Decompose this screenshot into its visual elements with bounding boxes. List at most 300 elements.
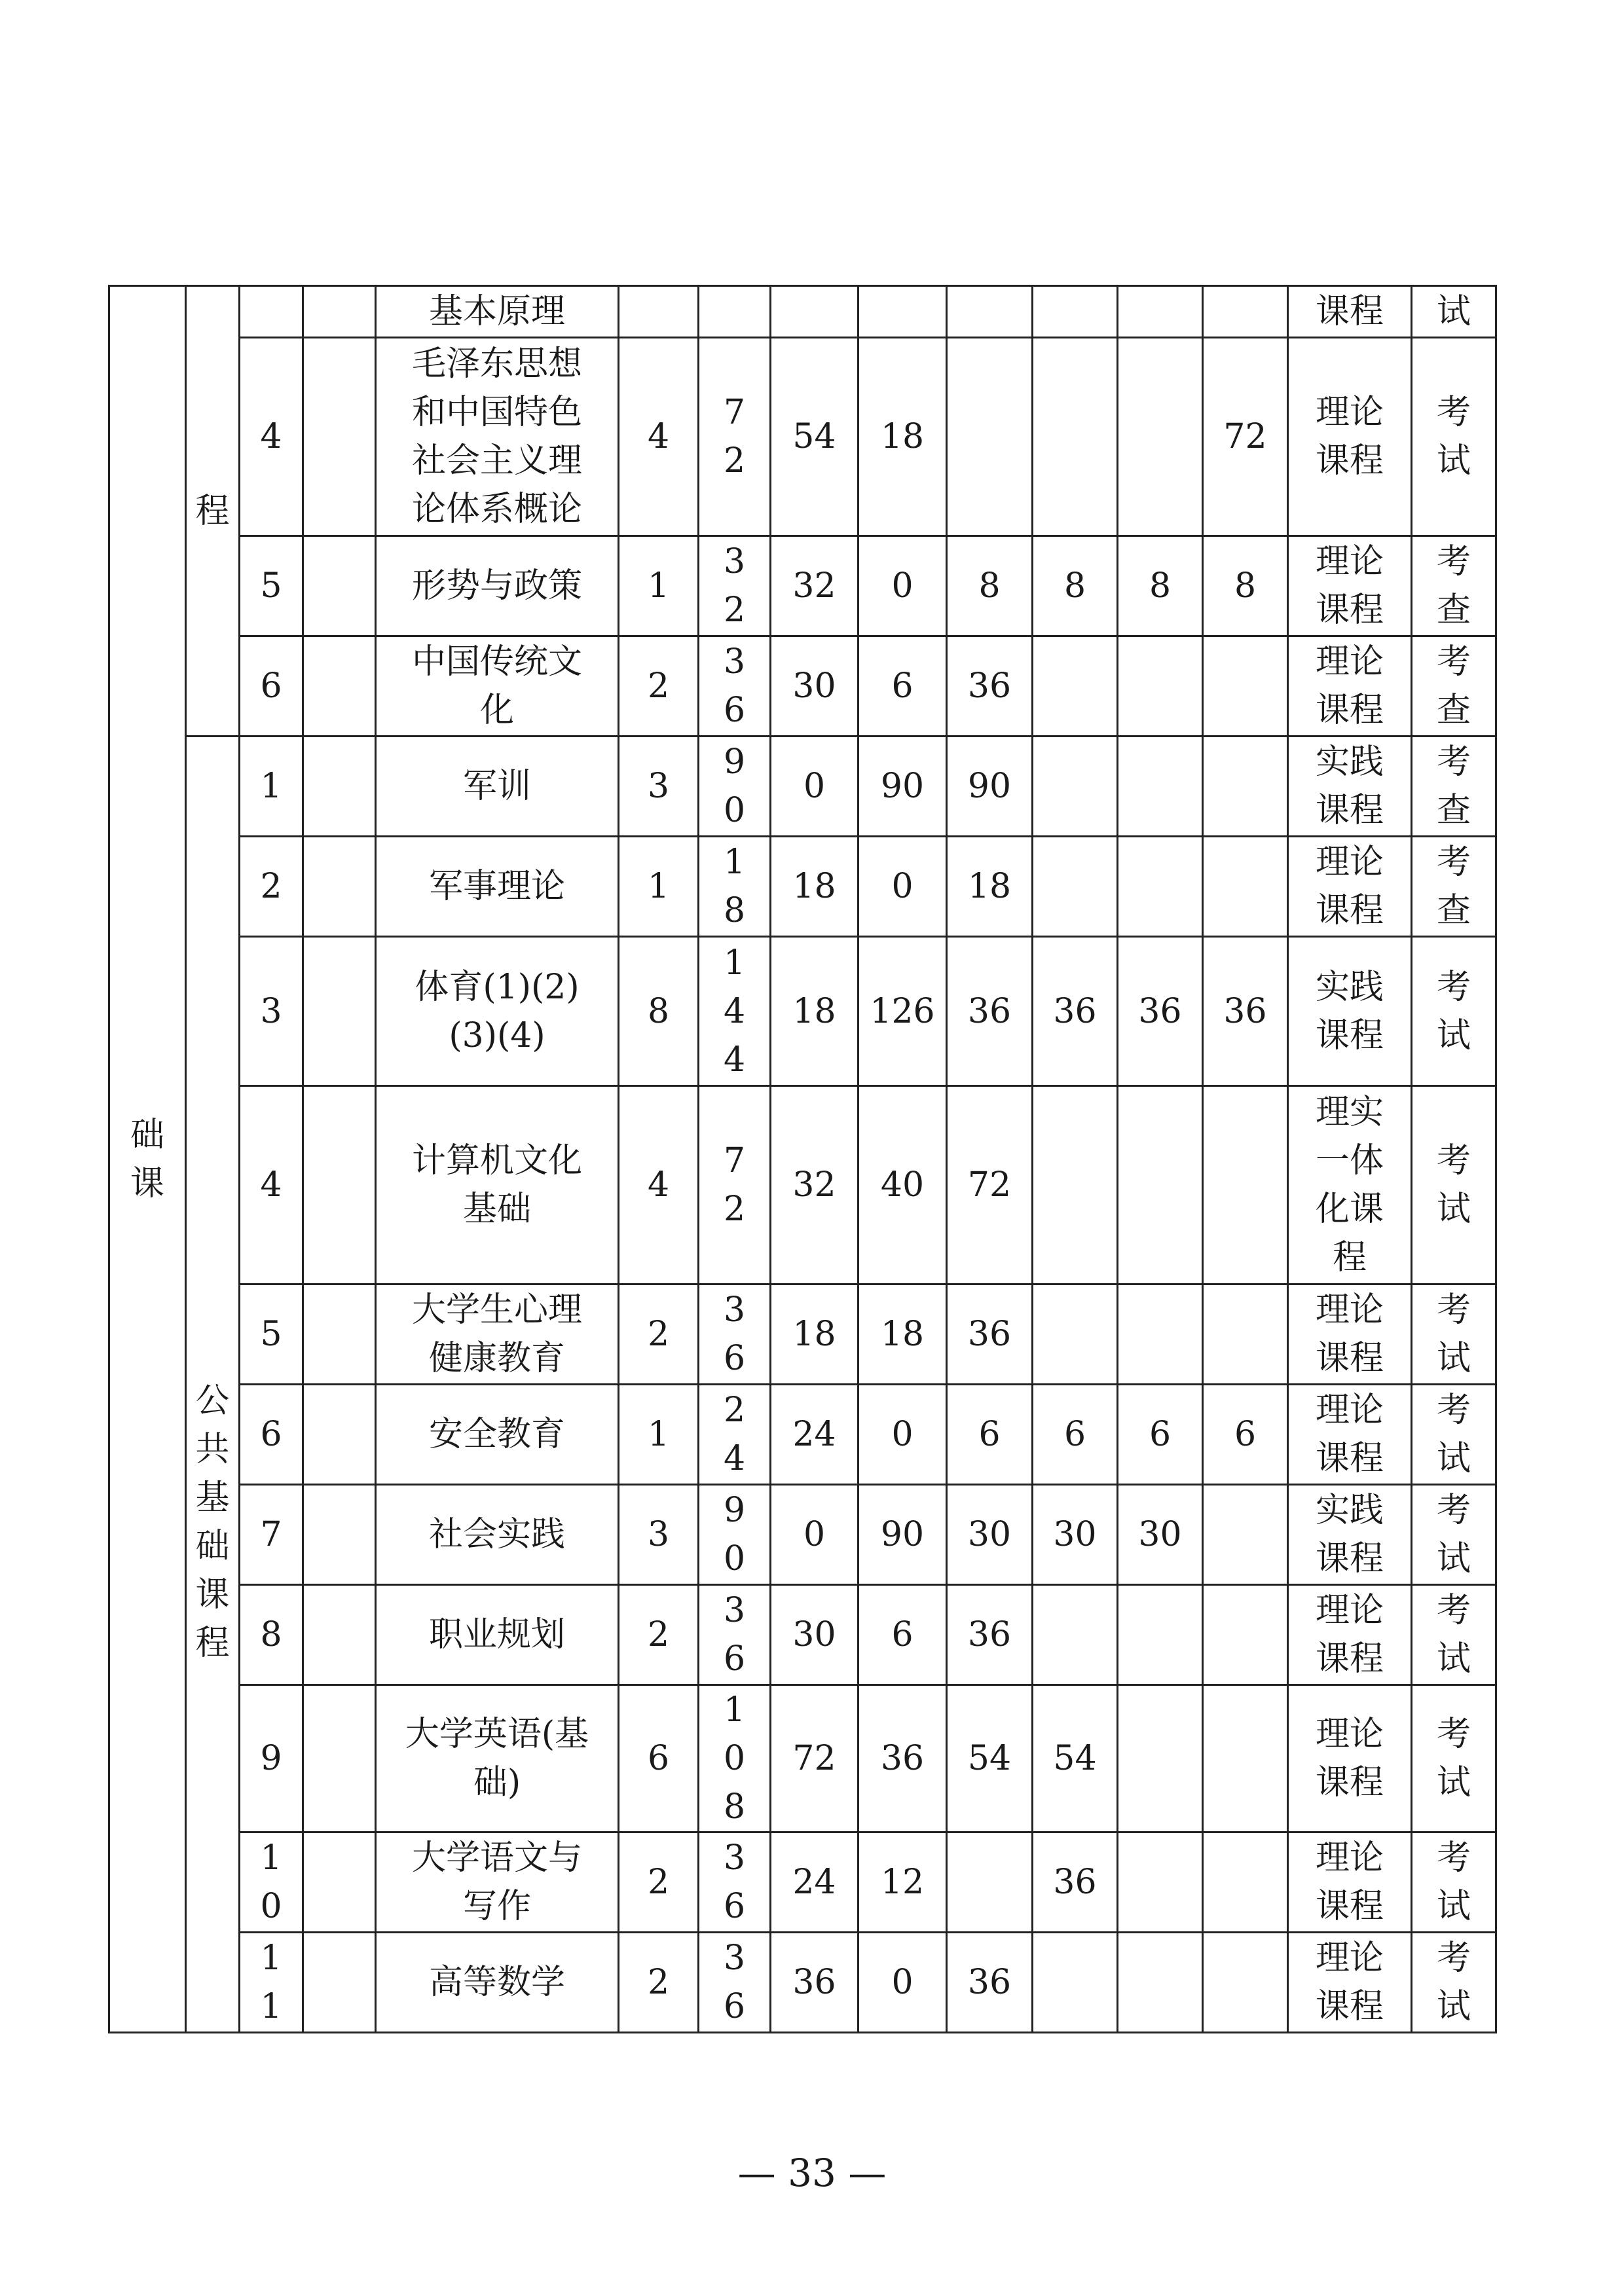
cell-text-exam: 考查 (1436, 742, 1471, 830)
cell-text-practice: 126 (870, 991, 935, 1031)
cell-practice (858, 286, 947, 338)
cell-name (376, 1832, 619, 1933)
cell-text-type: 理论课程 (1315, 1591, 1384, 1679)
cell-text-name: 体育(1)(2)(3)(4) (415, 967, 580, 1055)
cell-text-theory: 24 (792, 1863, 836, 1902)
cell-theory (771, 286, 858, 338)
cell-text-practice: 40 (880, 1165, 925, 1205)
table-row (109, 1385, 1496, 1485)
cell-s4 (1203, 1086, 1288, 1285)
cell-name (376, 737, 619, 837)
cell-credit (619, 1933, 699, 2033)
cell-text-hours: 36 (723, 1939, 746, 2026)
cell-text-no: 4 (260, 417, 282, 456)
cell-s3 (1118, 1285, 1203, 1385)
cell-text-theory: 30 (792, 666, 836, 706)
cell-blank (303, 837, 376, 937)
cell-text-hours: 36 (723, 1591, 746, 1679)
cell-text-theory: 72 (792, 1739, 836, 1778)
cell-text-no: 6 (260, 666, 282, 706)
cell-text-name: 安全教育 (428, 1415, 565, 1454)
cell-text-theory: 36 (792, 1963, 836, 2002)
cell-text-type: 理论课程 (1315, 1391, 1384, 1478)
cell-s3 (1118, 286, 1203, 338)
cell-text-s4: 6 (1234, 1415, 1257, 1454)
cell-text-s3: 8 (1149, 566, 1172, 606)
cell-no (240, 737, 303, 837)
cell-text-exam: 考试 (1436, 1290, 1471, 1378)
cell-theory (771, 937, 858, 1086)
cell-s4 (1203, 1285, 1288, 1385)
cell-text-exam: 考试 (1436, 1391, 1471, 1478)
cell-text-exam: 考试 (1436, 1715, 1471, 1802)
cell-type (1288, 1685, 1412, 1832)
cell-text-exam: 考查 (1436, 843, 1471, 930)
cell-text-exam: 考试 (1436, 1838, 1471, 1926)
cell-text-theory: 32 (792, 1165, 836, 1205)
cell-text-practice: 18 (880, 1315, 925, 1354)
cell-text-credit: 4 (647, 1165, 670, 1205)
cell-text-s1: 18 (967, 867, 1012, 906)
cell-text-name: 毛泽东思想和中国特色社会主义理论体系概论 (411, 344, 582, 529)
cell-type (1288, 536, 1412, 636)
cell-s3 (1118, 1385, 1203, 1485)
cell-theory (771, 536, 858, 636)
cell-text-theory: 32 (792, 566, 836, 606)
cell-theory (771, 1086, 858, 1285)
cell-text-type: 实践课程 (1315, 1491, 1384, 1578)
cell-s3 (1118, 1832, 1203, 1933)
cell-no (240, 636, 303, 737)
cell-text-practice: 36 (880, 1739, 925, 1778)
cell-exam (1412, 286, 1496, 338)
cell-text-type: 理论课程 (1315, 542, 1384, 630)
table-row (109, 1086, 1496, 1285)
cell-text-s1: 54 (967, 1739, 1012, 1778)
cell-s3 (1118, 837, 1203, 937)
cell-text-no: 2 (260, 867, 282, 906)
cell-text-name: 职业规划 (428, 1615, 565, 1654)
cell-s4 (1203, 536, 1288, 636)
cell-text-practice: 0 (891, 1963, 913, 2002)
cell-text-name: 中国传统文化 (411, 642, 582, 730)
cell-no (240, 1285, 303, 1385)
cell-theory (771, 338, 858, 536)
cell-no (240, 1485, 303, 1585)
cell-s2 (1033, 1832, 1118, 1933)
cell-text-name: 大学生心理健康教育 (411, 1290, 582, 1378)
cell-exam (1412, 338, 1496, 536)
cell-text-no: 8 (260, 1615, 282, 1654)
cell-blank (303, 1485, 376, 1585)
cell-text-s2: 6 (1063, 1415, 1086, 1454)
cell-text-no: 10 (260, 1838, 282, 1926)
cell-text-credit: 2 (647, 1963, 670, 2002)
cell-text-exam: 考查 (1436, 542, 1471, 630)
cell-hours (699, 1086, 771, 1285)
cell-name (376, 1485, 619, 1585)
cell-credit (619, 837, 699, 937)
cell-s2 (1033, 1485, 1118, 1585)
cell-name (376, 1385, 619, 1485)
cell-text-s3: 6 (1149, 1415, 1172, 1454)
cell-text-type: 理论课程 (1315, 843, 1384, 930)
cell-s1 (947, 636, 1033, 737)
cell-no (240, 1685, 303, 1832)
subcategory-label-top: 程 (195, 491, 230, 531)
cell-text-hours: 144 (723, 943, 746, 1080)
cell-s3 (1118, 1585, 1203, 1685)
cell-blank (303, 1385, 376, 1485)
cell-text-type: 理实一体化课程 (1315, 1093, 1384, 1277)
cell-hours (699, 937, 771, 1086)
cell-text-name: 高等数学 (428, 1963, 565, 2002)
cell-name (376, 1585, 619, 1685)
cell-s2 (1033, 1685, 1118, 1832)
cell-s4 (1203, 937, 1288, 1086)
cell-s4 (1203, 1933, 1288, 2033)
cell-text-practice: 0 (891, 1415, 913, 1454)
cell-type (1288, 1385, 1412, 1485)
cell-text-hours: 24 (723, 1391, 746, 1478)
table-row (109, 837, 1496, 937)
cell-practice (858, 636, 947, 737)
cell-s4 (1203, 1832, 1288, 1933)
cell-text-type: 理论课程 (1315, 1838, 1384, 1926)
cell-exam (1412, 837, 1496, 937)
cell-text-no: 1 (260, 767, 282, 806)
cell-name (376, 636, 619, 737)
cell-s1 (947, 286, 1033, 338)
cell-s2 (1033, 737, 1118, 837)
cell-text-credit: 3 (647, 1515, 670, 1554)
cell-text-no: 6 (260, 1415, 282, 1454)
page-number: — 33 — (737, 2151, 887, 2195)
category-label: 础课 (130, 1115, 164, 1203)
cell-s1 (947, 937, 1033, 1086)
cell-name (376, 338, 619, 536)
cell-name (376, 837, 619, 937)
cell-practice (858, 1685, 947, 1832)
cell-text-hours: 72 (723, 393, 746, 481)
cell-text-credit: 2 (647, 666, 670, 706)
cell-s2 (1033, 536, 1118, 636)
cell-text-no: 11 (260, 1939, 282, 2026)
cell-s1 (947, 837, 1033, 937)
cell-text-credit: 2 (647, 1315, 670, 1354)
cell-hours (699, 1832, 771, 1933)
cell-text-s3: 36 (1138, 991, 1182, 1031)
cell-exam (1412, 636, 1496, 737)
cell-text-s1: 36 (967, 1615, 1012, 1654)
cell-hours (699, 536, 771, 636)
cell-no (240, 1086, 303, 1285)
cell-text-name: 形势与政策 (411, 566, 582, 606)
cell-hours (699, 737, 771, 837)
cell-text-theory: 18 (792, 1315, 836, 1354)
cell-practice (858, 1285, 947, 1385)
cell-practice (858, 338, 947, 536)
table-row (109, 1685, 1496, 1832)
table-row (109, 737, 1496, 837)
cell-s1 (947, 1285, 1033, 1385)
cell-type (1288, 1933, 1412, 2033)
cell-theory (771, 1933, 858, 2033)
cell-text-theory: 24 (792, 1415, 836, 1454)
cell-text-exam: 试 (1436, 292, 1471, 331)
cell-s2 (1033, 1285, 1118, 1385)
cell-text-theory: 0 (803, 1515, 826, 1554)
cell-text-exam: 考试 (1436, 1141, 1471, 1229)
cell-theory (771, 1285, 858, 1385)
cell-text-hours: 36 (723, 1290, 746, 1378)
table-row (109, 1832, 1496, 1933)
cell-s2 (1033, 937, 1118, 1086)
cell-text-name: 军训 (462, 767, 531, 806)
cell-text-exam: 考试 (1436, 1939, 1471, 2026)
cell-credit (619, 286, 699, 338)
cell-text-no: 3 (260, 991, 282, 1031)
cell-theory (771, 1832, 858, 1933)
cell-text-exam: 考试 (1436, 1491, 1471, 1578)
cell-text-theory: 0 (803, 767, 826, 806)
cell-s3 (1118, 338, 1203, 536)
cell-practice (858, 1933, 947, 2033)
cell-practice (858, 837, 947, 937)
cell-text-credit: 1 (647, 867, 670, 906)
cell-text-credit: 2 (647, 1863, 670, 1902)
cell-type (1288, 837, 1412, 937)
subcategory-cell-public (186, 737, 240, 2033)
cell-s3 (1118, 1485, 1203, 1585)
cell-blank (303, 536, 376, 636)
cell-no (240, 937, 303, 1086)
table-row (109, 1585, 1496, 1685)
cell-exam (1412, 1585, 1496, 1685)
cell-s4 (1203, 338, 1288, 536)
cell-s1 (947, 1832, 1033, 1933)
cell-credit (619, 1585, 699, 1685)
table-row (109, 338, 1496, 536)
cell-blank (303, 1685, 376, 1832)
cell-text-credit: 1 (647, 1415, 670, 1454)
cell-s3 (1118, 937, 1203, 1086)
cell-text-practice: 6 (891, 1615, 913, 1654)
cell-text-s2: 8 (1063, 566, 1086, 606)
cell-text-practice: 90 (880, 767, 925, 806)
table-row (109, 937, 1496, 1086)
cell-text-s1: 36 (967, 991, 1012, 1031)
cell-text-s2: 30 (1053, 1515, 1097, 1554)
cell-type (1288, 1485, 1412, 1585)
cell-theory (771, 837, 858, 937)
cell-exam (1412, 1385, 1496, 1485)
cell-s4 (1203, 1485, 1288, 1585)
cell-type (1288, 338, 1412, 536)
cell-name (376, 937, 619, 1086)
cell-text-type: 理论课程 (1315, 1290, 1384, 1378)
cell-text-hours: 108 (723, 1690, 746, 1827)
cell-text-credit: 1 (647, 566, 670, 606)
cell-s3 (1118, 1933, 1203, 2033)
cell-credit (619, 1685, 699, 1832)
cell-practice (858, 737, 947, 837)
cell-hours (699, 1385, 771, 1485)
cell-blank (303, 338, 376, 536)
cell-text-s4: 36 (1223, 991, 1267, 1031)
cell-credit (619, 937, 699, 1086)
cell-no (240, 1385, 303, 1485)
table-row (109, 1285, 1496, 1385)
cell-text-type: 理论课程 (1315, 393, 1384, 481)
cell-text-type: 课程 (1315, 292, 1384, 331)
cell-credit (619, 1385, 699, 1485)
cell-exam (1412, 536, 1496, 636)
cell-theory (771, 1385, 858, 1485)
table-row (109, 1485, 1496, 1585)
cell-exam (1412, 937, 1496, 1086)
cell-text-no: 5 (260, 566, 282, 606)
cell-text-no: 7 (260, 1515, 282, 1554)
cell-text-hours: 90 (723, 1491, 746, 1578)
cell-practice (858, 1585, 947, 1685)
cell-s3 (1118, 636, 1203, 737)
cell-s2 (1033, 338, 1118, 536)
cell-text-theory: 18 (792, 991, 836, 1031)
cell-practice (858, 536, 947, 636)
cell-exam (1412, 1832, 1496, 1933)
cell-text-theory: 18 (792, 867, 836, 906)
cell-type (1288, 737, 1412, 837)
cell-no (240, 338, 303, 536)
cell-text-hours: 90 (723, 742, 746, 830)
cell-text-hours: 32 (723, 542, 746, 630)
cell-blank (303, 1285, 376, 1385)
cell-no (240, 1585, 303, 1685)
curriculum-table (108, 285, 1497, 2033)
cell-text-no: 5 (260, 1315, 282, 1354)
cell-text-s1: 30 (967, 1515, 1012, 1554)
cell-text-practice: 90 (880, 1515, 925, 1554)
cell-practice (858, 1485, 947, 1585)
cell-blank (303, 1832, 376, 1933)
cell-text-hours: 36 (723, 642, 746, 730)
cell-s1 (947, 1685, 1033, 1832)
cell-practice (858, 1086, 947, 1285)
cell-no (240, 286, 303, 338)
table-row (109, 286, 1496, 338)
cell-text-theory: 54 (792, 417, 836, 456)
cell-text-practice: 0 (891, 566, 913, 606)
cell-s1 (947, 1385, 1033, 1485)
cell-text-s3: 30 (1138, 1515, 1182, 1554)
cell-exam (1412, 737, 1496, 837)
cell-exam (1412, 1086, 1496, 1285)
cell-hours (699, 1933, 771, 2033)
cell-exam (1412, 1685, 1496, 1832)
cell-blank (303, 1086, 376, 1285)
cell-text-hours: 18 (723, 843, 746, 930)
cell-text-hours: 72 (723, 1141, 746, 1229)
cell-hours (699, 1285, 771, 1385)
cell-text-type: 理论课程 (1315, 642, 1384, 730)
cell-text-s1: 8 (978, 566, 1001, 606)
cell-exam (1412, 1485, 1496, 1585)
cell-hours (699, 636, 771, 737)
cell-blank (303, 286, 376, 338)
cell-type (1288, 1285, 1412, 1385)
cell-theory (771, 737, 858, 837)
cell-exam (1412, 1933, 1496, 2033)
cell-theory (771, 1485, 858, 1585)
cell-type (1288, 1832, 1412, 1933)
cell-s1 (947, 737, 1033, 837)
cell-text-name: 大学语文与写作 (411, 1838, 582, 1926)
cell-type (1288, 286, 1412, 338)
cell-text-s1: 72 (967, 1165, 1012, 1205)
table-row (109, 536, 1496, 636)
cell-s4 (1203, 1585, 1288, 1685)
cell-s3 (1118, 737, 1203, 837)
cell-credit (619, 338, 699, 536)
cell-hours (699, 1585, 771, 1685)
subcategory-cell-top (186, 286, 240, 737)
cell-blank (303, 1933, 376, 2033)
cell-s1 (947, 1585, 1033, 1685)
cell-text-s2: 36 (1053, 1863, 1097, 1902)
category-cell (109, 286, 186, 2033)
cell-text-no: 4 (260, 1165, 282, 1205)
cell-s4 (1203, 636, 1288, 737)
cell-no (240, 536, 303, 636)
cell-text-practice: 12 (880, 1863, 925, 1902)
cell-text-exam: 考试 (1436, 967, 1471, 1055)
cell-blank (303, 636, 376, 737)
cell-text-name: 社会实践 (428, 1515, 565, 1554)
cell-s2 (1033, 1086, 1118, 1285)
cell-blank (303, 737, 376, 837)
cell-text-name: 大学英语(基础) (405, 1715, 589, 1802)
cell-credit (619, 1285, 699, 1385)
cell-s4 (1203, 286, 1288, 338)
cell-hours (699, 1685, 771, 1832)
cell-s3 (1118, 1086, 1203, 1285)
cell-s1 (947, 1485, 1033, 1585)
cell-s4 (1203, 1385, 1288, 1485)
cell-s3 (1118, 536, 1203, 636)
cell-text-s1: 36 (967, 1963, 1012, 2002)
cell-credit (619, 536, 699, 636)
cell-blank (303, 937, 376, 1086)
cell-s4 (1203, 837, 1288, 937)
cell-text-name: 军事理论 (428, 867, 565, 906)
cell-name (376, 1285, 619, 1385)
cell-type (1288, 636, 1412, 737)
cell-hours (699, 1485, 771, 1585)
cell-text-credit: 3 (647, 767, 670, 806)
cell-text-exam: 考试 (1436, 393, 1471, 481)
cell-type (1288, 1585, 1412, 1685)
cell-s2 (1033, 1585, 1118, 1685)
cell-text-exam: 考查 (1436, 642, 1471, 730)
cell-text-s1: 90 (967, 767, 1012, 806)
cell-text-s1: 36 (967, 1315, 1012, 1354)
cell-hours (699, 286, 771, 338)
cell-blank (303, 1585, 376, 1685)
cell-text-hours: 36 (723, 1838, 746, 1926)
cell-name (376, 536, 619, 636)
cell-hours (699, 338, 771, 536)
